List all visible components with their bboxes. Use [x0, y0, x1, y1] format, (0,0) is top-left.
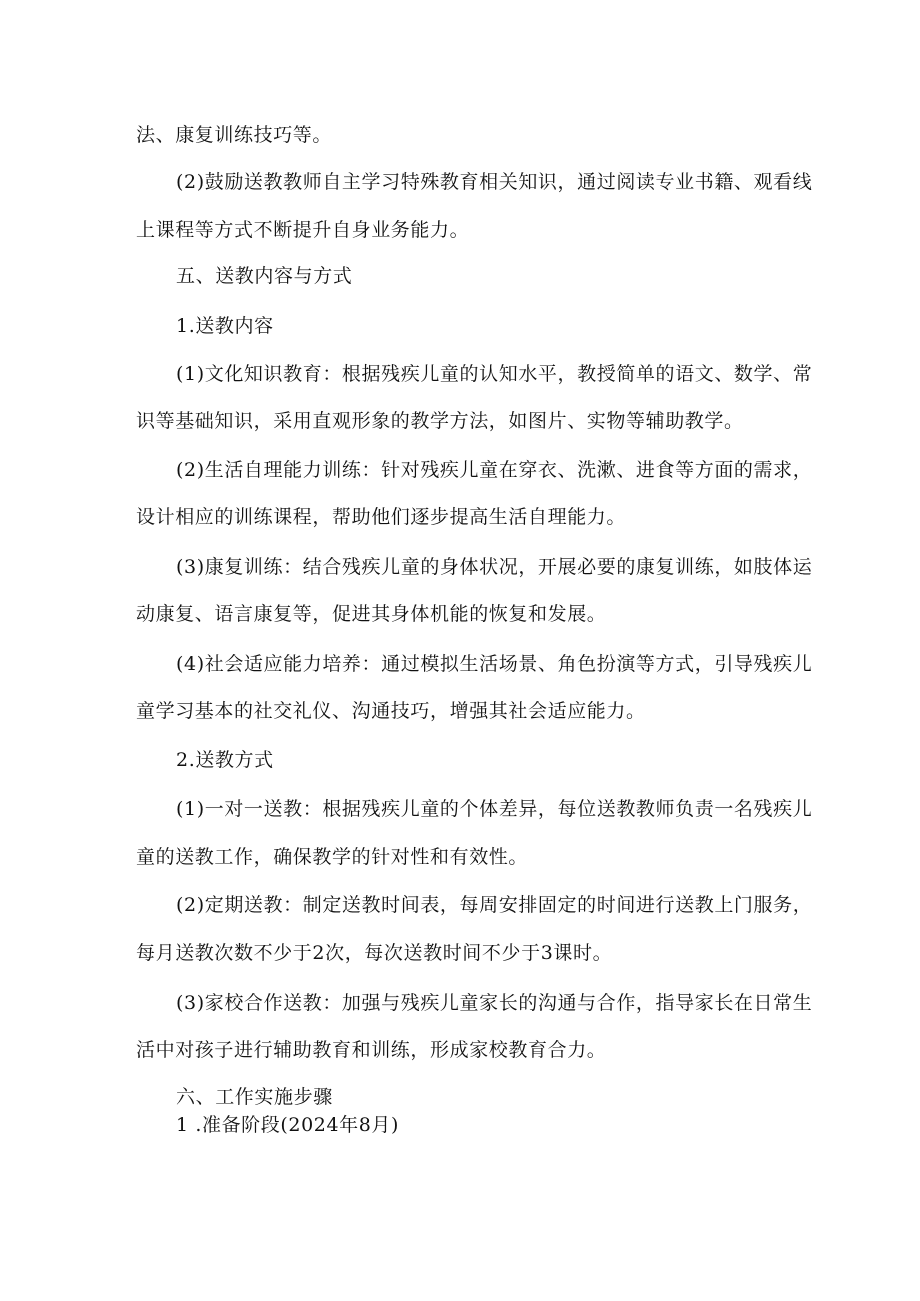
method-item3-line2: 活中对孩子进行辅助教育和训练，形成家校教育合力。	[136, 1039, 607, 1061]
method-item1-line2: 童的送教工作，确保教学的针对性和有效性。	[136, 846, 529, 868]
content-item4-line2: 童学习基本的社交礼仪、沟通技巧，增强其社会适应能力。	[136, 700, 646, 722]
sub2-heading: 2.送教方式	[176, 749, 274, 771]
method-item1-line1: (1)一对一送教：根据残疾儿童的个体差异，每位送教教师负责一名残疾儿	[176, 798, 813, 820]
content-item1-line2: 识等基础知识，采用直观形象的教学方法，如图片、实物等辅助教学。	[136, 410, 744, 432]
step1-heading: 1 .准备阶段(2024年8月)	[176, 1114, 400, 1136]
content-item3-line2: 动康复、语言康复等，促进其身体机能的恢复和发展。	[136, 603, 607, 625]
content-item2-line1: (2)生活自理能力训练：针对残疾儿童在穿衣、洗漱、进食等方面的需求，	[176, 459, 813, 481]
content-item2-line2: 设计相应的训练课程，帮助他们逐步提高生活自理能力。	[136, 506, 627, 528]
method-item3-line1: (3)家校合作送教：加强与残疾儿童家长的沟通与合作，指导家长在日常生	[176, 992, 813, 1014]
item-self-study-line1: (2)鼓励送教教师自主学习特殊教育相关知识，通过阅读专业书籍、观看线	[176, 171, 813, 193]
item-self-study-line2: 上课程等方式不断提升自身业务能力。	[136, 219, 470, 241]
section6-heading: 六、工作实施步骤	[176, 1086, 333, 1108]
sub1-heading: 1.送教内容	[176, 315, 274, 337]
content-item4-line1: (4)社会适应能力培养：通过模拟生活场景、角色扮演等方式，引导残疾儿	[176, 653, 813, 675]
section5-heading: 五、送教内容与方式	[176, 265, 353, 287]
method-item2-line2: 每月送教次数不少于2次，每次送教时间不少于3课时。	[136, 942, 613, 964]
content-item3-line1: (3)康复训练：结合残疾儿童的身体状况，开展必要的康复训练，如肢体运	[176, 556, 813, 578]
content-item1-line1: (1)文化知识教育：根据残疾儿童的认知水平，教授简单的语文、数学、常	[176, 363, 813, 385]
method-item2-line1: (2)定期送教：制定送教时间表，每周安排固定的时间进行送教上门服务，	[176, 894, 813, 916]
continuation-text: 法、康复训练技巧等。	[136, 124, 333, 146]
